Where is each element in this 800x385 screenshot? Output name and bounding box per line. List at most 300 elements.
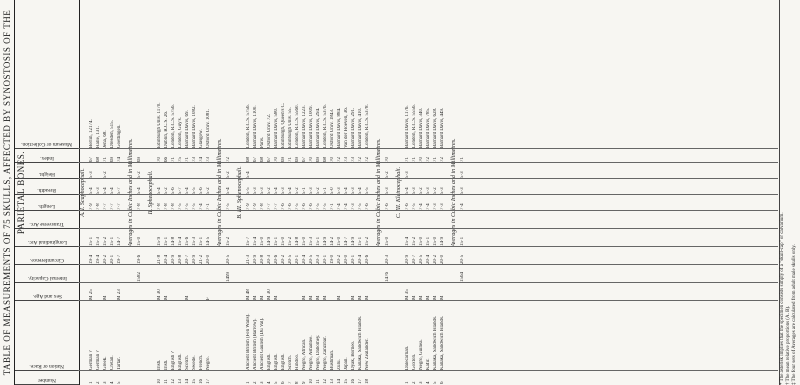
table-cell: London, R.C.S. 5756. (171, 104, 176, 148)
column-rule (78, 162, 778, 163)
table-cell: English. (281, 353, 286, 370)
table-cell: M (440, 295, 445, 300)
column-header: Index. (15, 149, 79, 163)
table-cell: 5·3 (260, 187, 265, 194)
column-header: Breadth. (15, 179, 79, 195)
table-cell: 72 (226, 157, 231, 162)
table-cell: 70 (330, 157, 335, 162)
table-cell: 5·4 (157, 187, 162, 194)
table-cell: 19·4 (96, 254, 101, 264)
table-cell: 7·3 (351, 203, 356, 210)
table-cell: 15·1 (358, 236, 363, 246)
table-cell: Goettingen. (117, 124, 122, 148)
table-cell: 2 (96, 381, 101, 384)
table-row (96, 0, 102, 385)
table-cell: Barnard Davis, 294. (316, 107, 321, 148)
table-cell: 71 (405, 157, 410, 162)
table-cell: Bushman. (330, 349, 335, 370)
table-cell: 15·0 (433, 236, 438, 246)
table-cell: 15·1 (274, 236, 279, 246)
table-cell: Barnard Davis, 580. (274, 107, 279, 148)
table-cell: 5·2 (295, 187, 300, 194)
table-cell: German ? (89, 350, 94, 370)
table-cell: 21·3 (246, 254, 251, 264)
table-cell: 7·4 (426, 203, 431, 210)
table-cell: 20·5 (226, 254, 231, 264)
column-header: Length. (15, 195, 79, 211)
table-row (253, 0, 259, 385)
table-cell: London, R.C.S. 5556. (412, 104, 417, 148)
table-row (358, 0, 364, 385)
table-cell: 5·7 (178, 187, 183, 194)
table-row (460, 0, 466, 385)
table-cell: 14·9 (440, 236, 445, 246)
table-cell: Barnard Davis, 410. (358, 107, 363, 148)
table-cell: 14·9 (323, 236, 328, 246)
table-cell: 1582 (137, 272, 142, 282)
table-cell: 20·1 (110, 254, 115, 264)
table-row (385, 0, 391, 385)
table-row (260, 0, 266, 385)
table-cell: 20·0 (440, 254, 445, 264)
table-cell: 15·2 (226, 236, 231, 246)
table-cell: Paris. (260, 136, 265, 148)
table-cell: 7·4 (419, 203, 424, 210)
table-cell: Glasgow. (199, 129, 204, 148)
table-row (117, 0, 123, 385)
table-cell: 17 (358, 379, 363, 384)
table-cell: 15·0 (260, 236, 265, 246)
table-cell: 20·5 (460, 254, 465, 264)
table-cell: Barnard Davis, 884. (337, 107, 342, 148)
table-cell: 19·7 (117, 254, 122, 264)
table-cell: Jena, 68. (103, 130, 108, 148)
table-cell: 5·7 (117, 187, 122, 194)
table-title: TABLE OF MEASUREMENTS OF 75 SKULLS, AFFECTED BY SYNOSTOSIS OF THE PARIETAL BONES. (2, 9, 26, 376)
column-rule (78, 370, 778, 371)
table-row (440, 0, 446, 385)
table-cell: 20·7 (412, 254, 417, 264)
table-cell: 7·7 (117, 203, 122, 210)
table-cell: 7·7 (267, 203, 272, 210)
section-heading: Averages in Cubic Inches and in Millimetres. (376, 138, 382, 247)
section-heading: II. Sphenocephali. (148, 170, 154, 215)
table-cell: 15·3 (192, 236, 197, 246)
table-cell: 20·5 (309, 254, 314, 264)
table-cell: 5·2 (206, 187, 211, 194)
table-cell: 5·2 (316, 187, 321, 194)
table-cell: Berlin, 12174. (89, 119, 94, 148)
table-cell: 5·3 (337, 187, 342, 194)
table-cell: 15·1 (89, 236, 94, 246)
table-cell: 73 (351, 157, 356, 162)
table-cell: 15·4 (178, 236, 183, 246)
table-row (157, 0, 163, 385)
table-row (412, 0, 418, 385)
table-cell: 3 (103, 381, 108, 384)
table-cell: 15·1 (426, 236, 431, 246)
table-cell: 7·6 (365, 203, 370, 210)
table-cell: 15·3 (96, 236, 101, 246)
table-cell: 5·4 (185, 187, 190, 194)
table-cell: M (253, 295, 258, 300)
table-cell: 15 (344, 379, 349, 384)
table-cell: 67 (253, 157, 258, 162)
table-cell: 70 (419, 157, 424, 162)
column-rule (78, 228, 778, 229)
table-cell: 13 (178, 379, 183, 384)
table-cell: 7·4 (337, 203, 342, 210)
table-cell: 5·2 (226, 171, 231, 178)
section-heading: C. III. Kleinocephali. (396, 166, 402, 219)
table-cell: Negro, Zanzibar. (323, 336, 328, 370)
table-cell: 72 (358, 157, 363, 162)
table-cell: 20·9 (405, 254, 410, 264)
section-heading: Averages in Cubic Inches and in Millimetres. (128, 138, 134, 247)
table-cell: 5·4 (344, 187, 349, 194)
table-cell: 15·4 (253, 236, 258, 246)
table-cell: 21·2 (199, 254, 204, 264)
table-cell: 1564 (460, 272, 465, 282)
table-cell: 68 (96, 157, 101, 162)
table-cell: London, R.C.S. 5560. (295, 104, 300, 148)
table-cell: 7·3 (433, 203, 438, 210)
table-cell: Negro, African. (302, 338, 307, 370)
table-cell: 72 (337, 157, 342, 162)
table-cell: M (337, 295, 342, 300)
table-row (426, 0, 432, 385)
table-cell: 15·0 (302, 236, 307, 246)
table-cell: 15·1 (316, 236, 321, 246)
table-cell: M (365, 295, 370, 300)
table-cell: 15·0 (337, 236, 342, 246)
table-row (309, 0, 315, 385)
table-cell: 73 (344, 157, 349, 162)
table-cell: 5·5 (365, 187, 370, 194)
table-cell: M (309, 295, 314, 300)
table-cell: 15·0 (385, 236, 390, 246)
table-cell: 5·5 (246, 187, 251, 194)
table-cell: 9 (302, 381, 307, 384)
table-cell: 7·9 (253, 203, 258, 210)
column-header: Sex and Age. (15, 283, 79, 301)
column-header: Internal Capacity. (15, 265, 79, 283)
table-cell: 7·8 (171, 203, 176, 210)
table-cell: 14·2 (330, 236, 335, 246)
table-cell: Ancient British (Fen Walls). (246, 313, 251, 370)
table-cell: Hindoo. (295, 353, 300, 370)
table-cell: 20·9 (171, 254, 176, 264)
table-cell: Irish. (164, 359, 169, 370)
table-cell: Ancient Gaulish (Du Val). (260, 317, 265, 370)
column-rule (78, 300, 778, 301)
table-cell: 71 (433, 157, 438, 162)
table-cell: 15·2 (103, 236, 108, 246)
table-cell: 6 (281, 381, 286, 384)
table-cell: 5·1 (302, 187, 307, 194)
table-cell: F (206, 297, 211, 300)
table-cell: 20·4 (426, 254, 431, 264)
table-cell: 5·3 (281, 187, 286, 194)
table-cell: 12 (171, 379, 176, 384)
table-cell: Kanaka, Sandwich Islands. (433, 315, 438, 370)
table-cell: Dyak, Borneo. (351, 340, 356, 370)
table-cell: 5·2 (385, 171, 390, 178)
table-cell: 68 (323, 157, 328, 162)
table-cell: 15·4 (405, 236, 410, 246)
table-row (267, 0, 273, 385)
table-cell: 4 (426, 381, 431, 384)
table-cell: 7·5 (412, 203, 417, 210)
table-cell: Kanaka, Sandwich Islands. (358, 315, 363, 370)
table-cell: 20·0 (344, 254, 349, 264)
table-cell: 15·2 (412, 236, 417, 246)
table-cell: 73 (192, 157, 197, 162)
table-row (337, 0, 343, 385)
table-cell: 15·3 (309, 236, 314, 246)
table-row (302, 0, 308, 385)
table-cell: M (103, 295, 108, 300)
table-cell: Tartar. (117, 357, 122, 370)
table-cell: 12 (323, 379, 328, 384)
table-cell: 5 (274, 381, 279, 384)
table-cell: London, R.C.S. 5756. (246, 104, 251, 148)
table-cell: Oxford Univ. 1843. (330, 108, 335, 148)
table-cell: London, R.C.S. 5378. (365, 104, 370, 148)
table-cell: Halle, 131. (96, 125, 101, 148)
table-cell: 71 (171, 157, 176, 162)
table-cell: M 23 (117, 289, 122, 300)
table-cell: Zulu. (337, 359, 342, 370)
table-cell: M (433, 295, 438, 300)
table-cell: English. (267, 353, 272, 370)
table-row (295, 0, 301, 385)
table-cell: German ? (96, 350, 101, 370)
table-row (419, 0, 425, 385)
table-row (365, 0, 371, 385)
table-cell: 71 (185, 157, 190, 162)
table-cell: 68 (260, 157, 265, 162)
table-cell: London, R.C.S. 5376. (323, 104, 328, 148)
table-cell: 70 (309, 157, 314, 162)
table-cell: Negro. (206, 356, 211, 370)
table-cell: 67 (302, 157, 307, 162)
table-cell: Edinburgh, Queen's C. (281, 102, 286, 148)
table-cell: 20·6 (365, 254, 370, 264)
table-cell: 14·9 (267, 236, 272, 246)
table-cell: 7·5 (358, 203, 363, 210)
table-cell: M (419, 295, 424, 300)
table-cell: 5·4 (226, 187, 231, 194)
table-cell: 16 (199, 379, 204, 384)
table-cell: Barnard Davis, 449. (440, 107, 445, 148)
footnotes (779, 0, 800, 385)
table-row (226, 0, 232, 385)
table-cell: 14·8 (295, 236, 300, 246)
table-row (433, 0, 439, 385)
table-cell: 7·3 (440, 203, 445, 210)
table-cell: 5·4 (103, 187, 108, 194)
table-cell: 74 (199, 157, 204, 162)
table-cell: 5·3 (412, 187, 417, 194)
table-cell: 20·6 (274, 254, 279, 264)
table-cell: Negro, Guinea. (419, 339, 424, 370)
table-cell: 14·5 (206, 236, 211, 246)
table-cell: M (358, 295, 363, 300)
table-cell: Irish. (157, 359, 162, 370)
table-cell: 7·5 (178, 203, 183, 210)
table-cell: 7·9 (246, 203, 251, 210)
table-cell: 7·4 (344, 203, 349, 210)
table-cell: Swede. (192, 355, 197, 370)
table-cell: 5·6 (199, 187, 204, 194)
table-cell: 72 (440, 157, 445, 162)
table-cell: 14·7 (344, 236, 349, 246)
column-header: Longitudinal Arc. (15, 229, 79, 247)
table-row (281, 0, 287, 385)
table-cell: 20·1 (351, 254, 356, 264)
table-cell: 7·6 (405, 203, 410, 210)
table-cell: 20·2 (281, 254, 286, 264)
table-cell: 70 (385, 157, 390, 162)
table-cell: 1 (89, 381, 94, 384)
table-cell: Scotch. (288, 355, 293, 370)
column-header: Transverse Arc. (15, 211, 79, 229)
table-cell: M (412, 295, 417, 300)
table-cell: 14·8 (171, 236, 176, 246)
table-cell: 5·3 (351, 187, 356, 194)
table-cell: French. (199, 354, 204, 370)
table-cell: English. (274, 353, 279, 370)
table-cell: 7·6 (302, 203, 307, 210)
table-cell: M (185, 295, 190, 300)
table-cell: 1499 (226, 272, 231, 282)
table-cell: 7·8 (164, 203, 169, 210)
table-cell: Barnard Davis, 69. (185, 110, 190, 148)
table-cell: 21·8 (157, 254, 162, 264)
table-cell: M (323, 295, 328, 300)
table-cell: 5·3 (89, 171, 94, 178)
table-cell: Ancient British (Barrow). (253, 318, 258, 370)
table-cell: 2 (253, 381, 258, 384)
table-cell: 71 (460, 157, 465, 162)
table-row (206, 0, 212, 385)
table-cell: 20·1 (323, 254, 328, 264)
table-cell: 5·4 (137, 187, 142, 194)
table-cell: English ? (171, 351, 176, 370)
table-cell: 15·9 (157, 236, 162, 246)
footnote: * The asterisk implies that the specimen consists simply of a "skull-cap" or calvarium. (780, 212, 785, 385)
table-cell: 20·3 (385, 254, 390, 264)
table-cell: 13 (330, 379, 335, 384)
table-cell: 5·3 (405, 171, 410, 178)
table-cell: 5·2 (419, 187, 424, 194)
table-row (137, 0, 143, 385)
table-cell: 5 (433, 381, 438, 384)
table-cell: 5·3 (460, 171, 465, 178)
table-cell: 15·1 (110, 236, 115, 246)
table-cell: Barnard Davis, 1176. (405, 105, 410, 148)
table-cell: 11 (316, 379, 321, 384)
table-cell: 69 (110, 157, 115, 162)
table-cell: 20·8 (178, 254, 183, 264)
table-cell: 4 (110, 381, 115, 384)
column-header: Nation or Race. (15, 301, 79, 371)
table-cell: 20·4 (358, 254, 363, 264)
column-header: Circumference. (15, 247, 79, 265)
table-cell: Dublin, R.C.S. 26. (164, 110, 169, 148)
table-cell: Barnard Davis, 1100. (253, 105, 258, 148)
table-cell: 5·3 (440, 187, 445, 194)
table-row (316, 0, 322, 385)
table-cell: M (302, 295, 307, 300)
table-cell: 5·4 (288, 187, 293, 194)
table-cell: 15·2 (288, 236, 293, 246)
table-cell: 66 (164, 157, 169, 162)
table-cell: English. (178, 353, 183, 370)
table-row (192, 0, 198, 385)
table-cell: 71 (288, 157, 293, 162)
table-cell: 5·4 (274, 187, 279, 194)
table-cell: New Zealander. (365, 338, 370, 370)
table-cell: Kafir. (426, 358, 431, 370)
table-cell: 7·1 (206, 203, 211, 210)
table-cell: 15·1 (199, 236, 204, 246)
table-row (405, 0, 411, 385)
table-cell: 5·2 (267, 187, 272, 194)
table-cell: Dresden, 515. (110, 120, 115, 148)
table-cell: 20·0 (206, 254, 211, 264)
table-cell: 20·5 (419, 254, 424, 264)
table-cell: 5·3 (96, 187, 101, 194)
table-cell: 5·1 (323, 187, 328, 194)
table-cell: 20·3 (267, 254, 272, 264)
table-cell: Edinburgh Univ. 55. (288, 107, 293, 148)
table-row (330, 0, 336, 385)
table-cell: 19·0 (330, 254, 335, 264)
table-cell: 5·3 (426, 187, 431, 194)
table-cell: 74 (117, 157, 122, 162)
table-cell: 7 (288, 381, 293, 384)
table-cell: 69 (316, 157, 321, 162)
table-cell: 5·4 (89, 187, 94, 194)
table-cell: 7·6 (288, 203, 293, 210)
table-cell: 14 (185, 379, 190, 384)
table-cell: 69 (295, 157, 300, 162)
table-cell: 7·5 (226, 203, 231, 210)
table-cell: 71 (412, 157, 417, 162)
table-cell: Barnard Davis, 1009. (309, 105, 314, 148)
table-row (351, 0, 357, 385)
footnote: † The mean relative proportions (A. B). (786, 305, 791, 385)
table-cell: 7·4 (460, 203, 465, 210)
table-cell: 70 (157, 157, 162, 162)
table-cell: Cretan. (110, 355, 115, 370)
table-cell: 7·8 (137, 203, 142, 210)
table-cell: 20·4 (164, 254, 169, 264)
table-cell: 7·6 (385, 203, 390, 210)
table-cell: M (426, 295, 431, 300)
table-cell: 7·8 (157, 203, 162, 210)
table-cell: 1 (246, 381, 251, 384)
table-cell: 1476 (385, 272, 390, 282)
table-cell: 3 (419, 381, 424, 384)
table-cell: 69 (281, 157, 286, 162)
table-cell: 20·9 (253, 254, 258, 264)
table-cell: 5·2 (164, 187, 169, 194)
table-cell: Kanaka, Sandwich Islands. (440, 315, 445, 370)
table-cell: 20·9 (192, 254, 197, 264)
